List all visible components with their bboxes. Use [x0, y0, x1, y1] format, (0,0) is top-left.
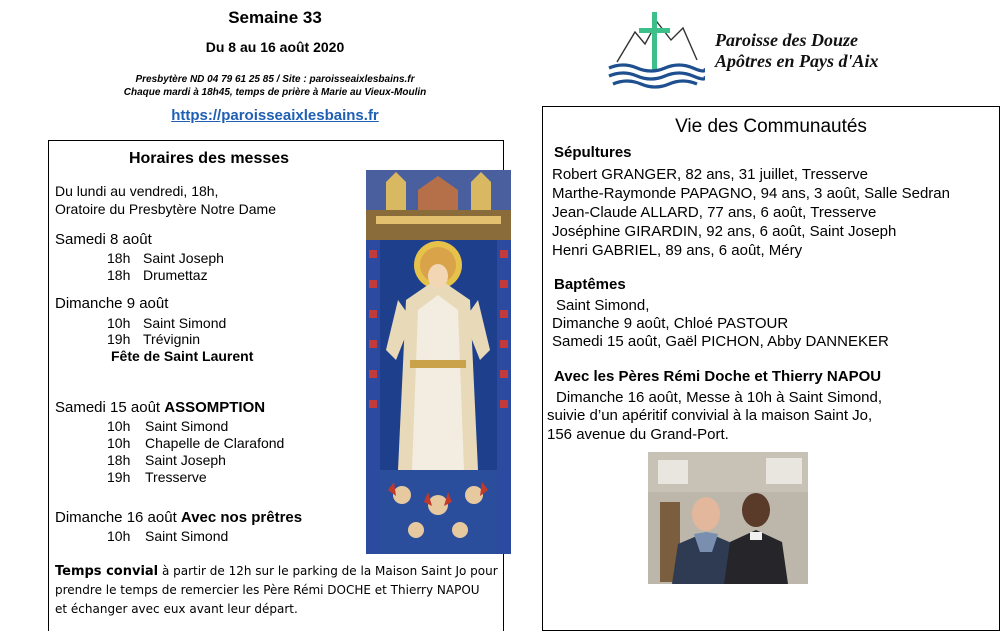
- mass-schedule-title: Horaires des messes: [128, 150, 290, 167]
- mass-place: Saint Simond: [145, 528, 229, 544]
- convivial-text1: à partir de 12h sur le parking de la Maison Saint Jo pour: [158, 564, 498, 578]
- mass-time: 18h: [107, 267, 131, 283]
- day-sat15: [55, 399, 265, 416]
- parish-name-line1: Paroisse des Douze: [715, 30, 858, 50]
- mass-place: Saint Joseph: [145, 452, 226, 468]
- baptism-entry: Samedi 15 août, Gaël PICHON, Abby DANNEKER: [552, 333, 889, 350]
- burial-entry: Joséphine GIRARDIN, 92 ans, 6 août, Saint Joseph: [552, 223, 897, 240]
- mass-time: 18h: [107, 250, 131, 266]
- mass-place: Drumettaz: [143, 267, 208, 283]
- parish-name-line2: Apôtres en Pays d'Aix: [715, 51, 879, 71]
- priests-entry: 156 avenue du Grand-Port.: [547, 426, 729, 443]
- burials-title: Sépultures: [554, 144, 632, 161]
- date-range: Du 8 au 16 août 2020: [205, 39, 345, 55]
- burial-entry: Robert GRANGER, 82 ans, 31 juillet, Tresserve: [552, 166, 868, 183]
- feast-saint-laurent: Fête de Saint Laurent: [111, 348, 254, 364]
- day-sun16: [55, 509, 302, 526]
- mass-place: Saint Simond: [143, 315, 227, 331]
- day-sun16-label: Dimanche 16 août: [55, 509, 177, 526]
- assumption-label: ASSOMPTION: [164, 399, 266, 416]
- baptism-entry: Saint Simond,: [556, 297, 650, 314]
- day-sun9: Dimanche 9 août: [55, 295, 169, 312]
- week-title: Semaine 33: [228, 8, 322, 27]
- mass-time: 18h: [107, 452, 131, 468]
- convivial-line3: et échanger avec eux avant leur départ.: [55, 602, 298, 616]
- priests-photo: [648, 452, 808, 584]
- community-life-title: Vie des Communautés: [675, 116, 867, 137]
- mass-place: Saint Simond: [145, 418, 229, 434]
- contact-info: [90, 73, 460, 99]
- weekday-line1: Du lundi au vendredi, 18h,: [55, 183, 219, 199]
- priests-entry: suivie d’un apéritif convivial à la maison Saint Jo,: [547, 407, 873, 424]
- parish-name: [715, 30, 879, 72]
- day-sat15-label: Samedi 15 août: [55, 399, 161, 416]
- mass-place: Chapelle de Clarafond: [145, 435, 285, 451]
- baptism-entry: Dimanche 9 août, Chloé PASTOUR: [552, 315, 789, 332]
- burial-entry: Jean-Claude ALLARD, 77 ans, 6 août, Tresserve: [552, 204, 877, 221]
- priests-entry: Dimanche 16 août, Messe à 10h à Saint Simond,: [556, 389, 883, 406]
- convivial-bold: Temps convial: [55, 564, 159, 579]
- convivial-line2: prendre le temps de remercier les Père Rémi DOCHE et Thierry NAPOU: [55, 583, 480, 597]
- mass-time: 19h: [107, 331, 131, 347]
- contact-line-phone: Presbytère ND 04 79 61 25 85 / Site : paroisseaixlesbains.fr: [135, 74, 415, 85]
- mass-time: 10h: [107, 315, 131, 331]
- cross-icon: [639, 12, 670, 70]
- mass-time: 10h: [107, 435, 131, 451]
- mass-place: Tresserve: [145, 469, 207, 485]
- priests-title: Avec les Pères Rémi Doche et Thierry NAPOU: [554, 368, 882, 385]
- baptisms-title: Baptêmes: [554, 276, 626, 293]
- parish-logo: [605, 10, 705, 90]
- burial-entry: Henri GABRIEL, 89 ans, 6 août, Méry: [552, 242, 803, 259]
- website-link[interactable]: https://paroisseaixlesbains.fr: [171, 107, 379, 124]
- contact-line-prayer: Chaque mardi à 18h45, temps de prière à Marie au Vieux-Moulin: [123, 87, 427, 98]
- stained-glass-image: [366, 170, 511, 554]
- mass-time: 10h: [107, 528, 131, 544]
- mass-place: Trévignin: [143, 331, 201, 347]
- burial-entry: Marthe-Raymonde PAPAGNO, 94 ans, 3 août, Salle Sedran: [552, 185, 950, 202]
- mass-place: Saint Joseph: [143, 250, 224, 266]
- mass-time: 19h: [107, 469, 131, 485]
- day-sat8: Samedi 8 août: [55, 231, 152, 248]
- with-priests-label: Avec nos prêtres: [180, 509, 303, 526]
- weekday-line2: Oratoire du Presbytère Notre Dame: [55, 201, 276, 217]
- convivial-line1: [55, 564, 498, 579]
- mass-time: 10h: [107, 418, 131, 434]
